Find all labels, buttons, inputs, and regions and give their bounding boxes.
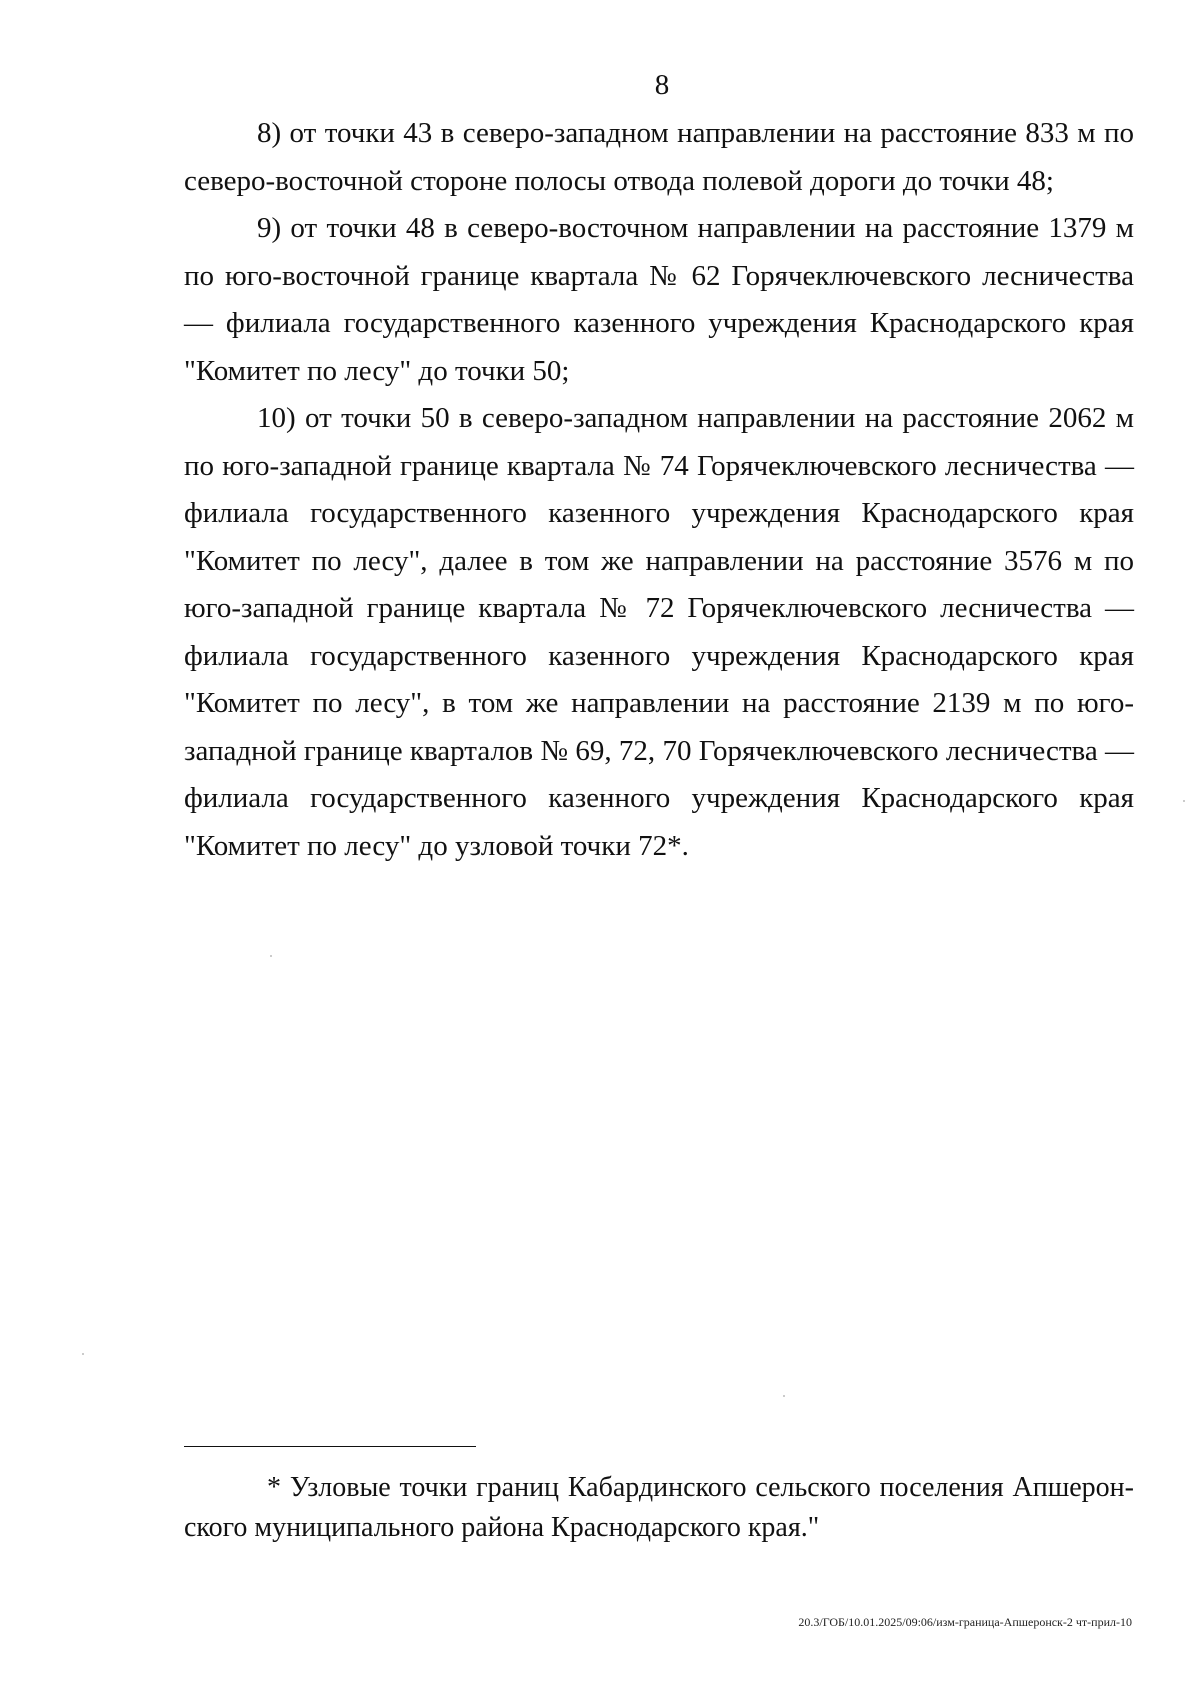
document-body <box>184 110 1134 870</box>
footnote-text: * Узловые точки границ Кабардинского сельского поселения Апшеронского муниципального района Краснодарского края." <box>184 1472 1134 1543</box>
paragraph-item-9: 9) от точки 48 в северо-восточном направлении на расстояние 1379 м по юго-восточной границе квартала № 62 Горячеключевского лесничества — филиала государственного казенного учреждения Краснодарского края "Комитет по лесу" до точки 50; <box>184 212 1134 387</box>
paragraph-item-8: 8) от точки 43 в северо-западном направлении на расстояние 833 м по северо-восточной стороне полосы отвода полевой дороги до точки 48; <box>184 117 1134 197</box>
scan-speck <box>1183 800 1185 802</box>
scan-speck <box>82 1353 84 1355</box>
scan-speck <box>783 1395 785 1397</box>
page-number: 8 <box>654 69 670 101</box>
paragraph-item-10: 10) от точки 50 в северо-западном направлении на расстояние 2062 м по юго-западной границе квартала № 74 Горячеключевского лесничества — филиала государственного казенного учреждения Краснодарского края "Комитет по лесу", далее в том же направлении на расстояние 3576 м по юго-западной границе квартала № 72 Горячеключевского лесничества — филиала государственного казенного учреждения Краснодарского края "Комитет по лесу", в том же направлении на расстояние 2139 м по юго-западной границе кварталов № 69, 72, 70 Горячеключевского лесничества — филиала государственного казенного учреждения Краснодарского края "Комитет по лесу" до узловой точки 72*. <box>184 402 1134 862</box>
scan-speck <box>270 955 272 957</box>
document-code: 20.3/ГОБ/10.01.2025/09:06/изм-граница-Апшеронск-2 чт-прил-10 <box>798 1615 1132 1629</box>
footnote-separator <box>184 1446 476 1447</box>
